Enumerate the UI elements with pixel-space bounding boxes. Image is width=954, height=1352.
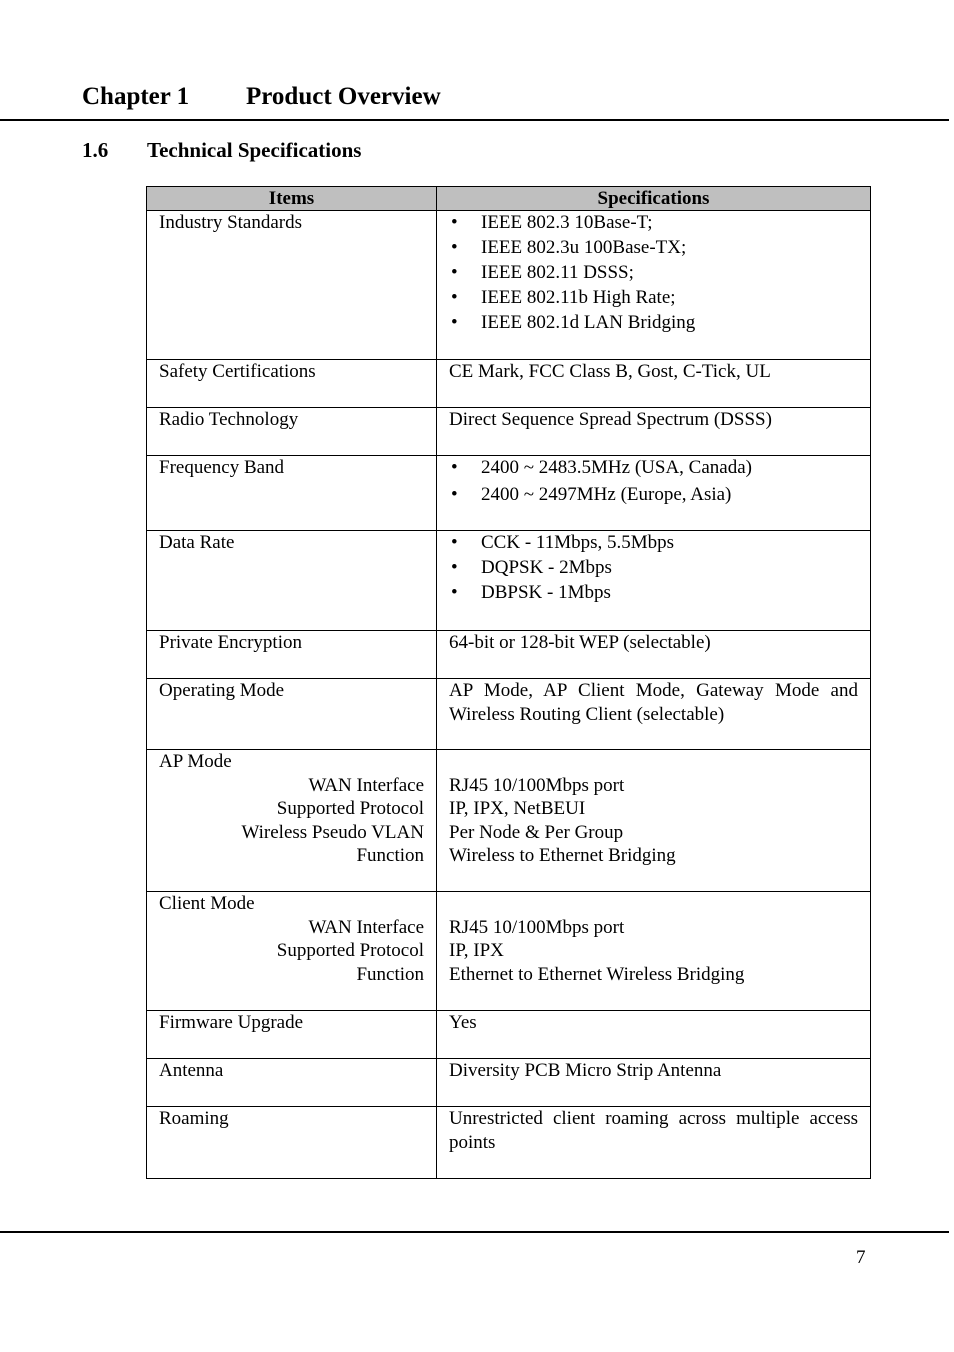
section-heading [82, 136, 361, 164]
sub-label: Supported Protocol [276, 940, 424, 961]
item-cell [147, 892, 437, 1011]
table-row [147, 1107, 871, 1179]
item-cell: Antenna [147, 1059, 437, 1107]
table-row [147, 679, 871, 750]
section-number: 1.6 [82, 138, 109, 162]
table-row [147, 892, 871, 1011]
sub-value-list [449, 892, 858, 986]
table-row [147, 456, 871, 531]
column-header-specifications: Specifications [437, 187, 871, 211]
spec-bullet-list [449, 531, 858, 605]
spec-cell: Diversity PCB Micro Strip Antenna [437, 1059, 871, 1107]
list-item: • IEEE 802.11b High Rate; [449, 286, 858, 310]
table-row [147, 1059, 871, 1107]
specifications-table [146, 186, 871, 1179]
sub-label: Supported Protocol [276, 798, 424, 819]
item-cell: Frequency Band [147, 456, 437, 531]
sub-value: Per Node & Per Group [449, 821, 624, 843]
table-row [147, 1011, 871, 1059]
item-cell: Firmware Upgrade [147, 1011, 437, 1059]
item-label: Client Mode [159, 893, 255, 914]
sub-value-list [449, 750, 858, 868]
item-cell [147, 750, 437, 892]
item-cell: Radio Technology [147, 408, 437, 456]
table-header-row [147, 187, 871, 211]
sub-label: Function [356, 845, 424, 866]
sub-label: Function [356, 963, 424, 985]
list-item: • DBPSK - 1Mbps [449, 581, 858, 605]
item-label: AP Mode [159, 751, 232, 772]
spec-cell [437, 211, 871, 360]
table-row [147, 750, 871, 892]
sub-label-list [159, 916, 424, 987]
spec-cell: 64-bit or 128-bit WEP (selectable) [437, 631, 871, 679]
list-item: • IEEE 802.3 10Base-T; [449, 211, 858, 235]
item-cell: Roaming [147, 1107, 437, 1179]
spec-cell: Yes [437, 1011, 871, 1059]
list-item: • 2400 ~ 2483.5MHz (USA, Canada) [449, 456, 858, 480]
sub-label: WAN Interface [308, 916, 424, 938]
list-item: • IEEE 802.11 DSSS; [449, 261, 858, 285]
sub-value: RJ45 10/100Mbps port [449, 916, 625, 938]
sub-value: Wireless to Ethernet Bridging [449, 845, 676, 866]
spec-cell [437, 892, 871, 1011]
chapter-heading [82, 80, 441, 114]
footer-rule [0, 1231, 949, 1233]
page-number: 7 [856, 1247, 866, 1268]
sub-label-list [159, 774, 424, 868]
table-row [147, 360, 871, 408]
item-cell: Industry Standards [147, 211, 437, 360]
chapter-title: Product Overview [246, 83, 441, 110]
spec-cell: Unrestricted client roaming across multiple access points [437, 1107, 871, 1179]
section-title: Technical Specifications [147, 138, 362, 162]
spec-bullet-list [449, 456, 858, 506]
item-cell: Data Rate [147, 531, 437, 631]
spec-cell: CE Mark, FCC Class B, Gost, C-Tick, UL [437, 360, 871, 408]
list-item: • IEEE 802.3u 100Base-TX; [449, 236, 858, 260]
list-item: • DQPSK - 2Mbps [449, 556, 858, 580]
spec-cell [437, 750, 871, 892]
list-item: • CCK - 11Mbps, 5.5Mbps [449, 531, 858, 555]
column-header-items: Items [147, 187, 437, 211]
chapter-number: Chapter 1 [82, 83, 190, 110]
table-row [147, 211, 871, 360]
sub-value: Ethernet to Ethernet Wireless Bridging [449, 963, 745, 985]
sub-label: WAN Interface [308, 774, 424, 796]
sub-label: Wireless Pseudo VLAN [241, 821, 424, 843]
list-item: • IEEE 802.1d LAN Bridging [449, 311, 858, 335]
list-item: • 2400 ~ 2497MHz (Europe, Asia) [449, 483, 858, 507]
table-row [147, 531, 871, 631]
spec-cell: AP Mode, AP Client Mode, Gateway Mode and Wireless Routing Client (selectable) [437, 679, 871, 750]
sub-value: RJ45 10/100Mbps port [449, 774, 625, 796]
table-row [147, 631, 871, 679]
header-rule [0, 119, 949, 121]
sub-value: IP, IPX [449, 940, 504, 961]
item-cell: Private Encryption [147, 631, 437, 679]
spec-cell [437, 531, 871, 631]
item-cell: Operating Mode [147, 679, 437, 750]
spec-bullet-list [449, 211, 858, 335]
item-cell: Safety Certifications [147, 360, 437, 408]
spec-cell [437, 456, 871, 531]
sub-value: IP, IPX, NetBEUI [449, 798, 586, 819]
table-row [147, 408, 871, 456]
spec-cell: Direct Sequence Spread Spectrum (DSSS) [437, 408, 871, 456]
